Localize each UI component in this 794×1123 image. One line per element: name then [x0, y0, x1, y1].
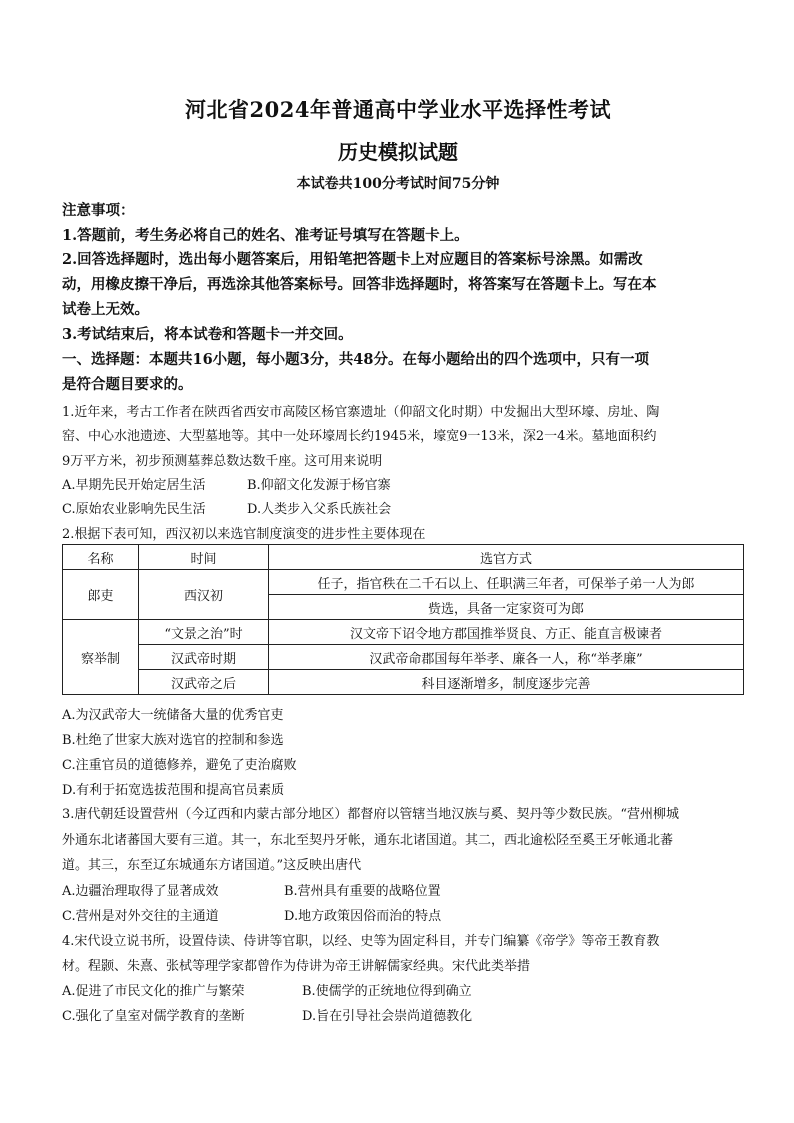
table-cell-name: 察举制 [63, 620, 139, 695]
table-cell-method: 汉文帝下诏令地方郡国推举贤良、方正、能直言极谏者 [269, 620, 744, 645]
section-heading: 是符合题目要求的。 [62, 376, 193, 393]
table-cell-time: 汉武帝之后 [139, 670, 269, 695]
table-header-row [63, 545, 744, 570]
q3-options-row [62, 905, 441, 924]
q1-option-a[interactable]: A.早期先民开始定居生活 [62, 478, 206, 493]
q3-stem: 3.唐代朝廷设置营州（今辽西和内蒙古部分地区）都督府以管辖当地汉族与奚、契丹等少数民族。“营州柳城 [62, 807, 680, 822]
table-header: 选官方式 [269, 545, 744, 570]
table-cell-method: 赀选，具备一定家资可为郎 [269, 595, 744, 620]
q2-option-a[interactable]: A.为汉武帝大一统储备大量的优秀官吏 [62, 708, 284, 723]
table-cell-method: 任子，指官秩在二千石以上、任职满三年者，可保举子弟一人为郎 [269, 570, 744, 595]
q1-option-d[interactable]: D.人类步入父系氏族社会 [247, 502, 392, 517]
q1-stem: 1.近年来，考古工作者在陕西省西安市高陵区杨官寨遗址（仰韶文化时期）中发掘出大型环壕、房址、陶 [62, 405, 660, 420]
table-row [63, 645, 744, 670]
table-cell-time: 西汉初 [139, 570, 269, 620]
table-header: 名称 [63, 545, 139, 570]
q1-stem: 窑、中心水池遗迹、大型墓地等。其中一处环壕周长约1945米，壕宽9一13米，深2一4米。墓地面积约 [62, 429, 657, 444]
q1-option-c[interactable]: C.原始农业影响先民生活 [62, 502, 206, 517]
q4-options-row [62, 1005, 472, 1024]
table-cell-time: 汉武帝时期 [139, 645, 269, 670]
q3-option-a[interactable]: A.边疆治理取得了显著成效 [62, 884, 219, 899]
table-cell-name: 郎吏 [63, 570, 139, 620]
section-heading: 一、选择题：本题共16小题，每小题3分，共48分。在每小题给出的四个选项中，只有一项 [62, 351, 649, 368]
table-row [63, 670, 744, 695]
table-row [63, 570, 744, 595]
q3-options-row [62, 880, 441, 899]
notes-line: 动，用橡皮擦干净后，再选涂其他答案标号。回答非选择题时，将答案写在答题卡上。写在本 [62, 276, 657, 293]
q1-options-row [62, 498, 391, 517]
q3-stem: 道。其三，东至辽东城通东方诸国道。”这反映出唐代 [62, 858, 362, 873]
q2-stem: 2.根据下表可知，西汉初以来选官制度演变的进步性主要体现在 [62, 527, 426, 542]
table-row [63, 620, 744, 645]
table-cell-time: “文景之治”时 [139, 620, 269, 645]
q4-option-b[interactable]: B.使儒学的正统地位得到确立 [302, 984, 472, 999]
q4-option-d[interactable]: D.旨在引导社会崇尚道德教化 [302, 1009, 473, 1024]
q3-stem: 外通东北诸蕃国大要有三道。其一，东北至契丹牙帐，通东北诸国道。其二，西北逾松陉至奚王牙帐通北蕃 [62, 833, 674, 848]
q2-option-c[interactable]: C.注重官员的道德修养，避免了吏治腐败 [62, 758, 297, 773]
notes-line: 试卷上无效。 [62, 301, 149, 318]
table-cell-method: 科目逐渐增多，制度逐步完善 [269, 670, 744, 695]
table-header: 时间 [139, 545, 269, 570]
q1-options-row [62, 474, 391, 493]
q1-stem: 9万平方米，初步预测墓葬总数达数千座。这可用来说明 [62, 454, 383, 469]
q4-option-c[interactable]: C.强化了皇室对儒学教育的垄断 [62, 1009, 245, 1024]
q2-option-d[interactable]: D.有利于拓宽选拔范围和提高官员素质 [62, 783, 285, 798]
q1-option-b[interactable]: B.仰韶文化发源于杨官寨 [247, 478, 391, 493]
q3-option-b[interactable]: B.营州具有重要的战略位置 [284, 884, 441, 899]
q4-stem: 4.宋代设立说书所，设置侍读、侍讲等官职，以经、史等为固定科目，并专门编纂《帝学》等帝王教育教 [62, 934, 660, 949]
q3-option-c[interactable]: C.营州是对外交往的主通道 [62, 909, 219, 924]
q4-stem: 材。程颢、朱熹、张栻等理学家都曾作为侍讲为帝王讲解儒家经典。宋代此类举措 [62, 959, 531, 974]
subject-title: 历史模拟试题 [338, 140, 458, 164]
q2-option-b[interactable]: B.杜绝了世家大族对选官的控制和参选 [62, 733, 284, 748]
selection-system-table [62, 544, 744, 695]
notes-heading: 注意事项： [62, 202, 135, 219]
notes-line: 2.回答选择题时，选出每小题答案后，用铅笔把答题卡上对应题目的答案标号涂黑。如需改 [62, 251, 643, 268]
q3-option-d[interactable]: D.地方政策因俗而治的特点 [284, 909, 442, 924]
exam-title: 河北省2024年普通高中学业水平选择性考试 [185, 97, 611, 122]
exam-info: 本试卷共100分考试时间75分钟 [296, 176, 500, 192]
q4-options-row [62, 980, 472, 999]
q4-option-a[interactable]: A.促进了市民文化的推广与繁荣 [62, 984, 245, 999]
table-cell-method: 汉武帝命郡国每年举孝、廉各一人，称“举孝廉” [269, 645, 744, 670]
notes-line: 1.答题前，考生务必将自己的姓名、准考证号填写在答题卡上。 [62, 227, 469, 244]
notes-line: 3.考试结束后，将本试卷和答题卡一并交回。 [62, 326, 353, 343]
